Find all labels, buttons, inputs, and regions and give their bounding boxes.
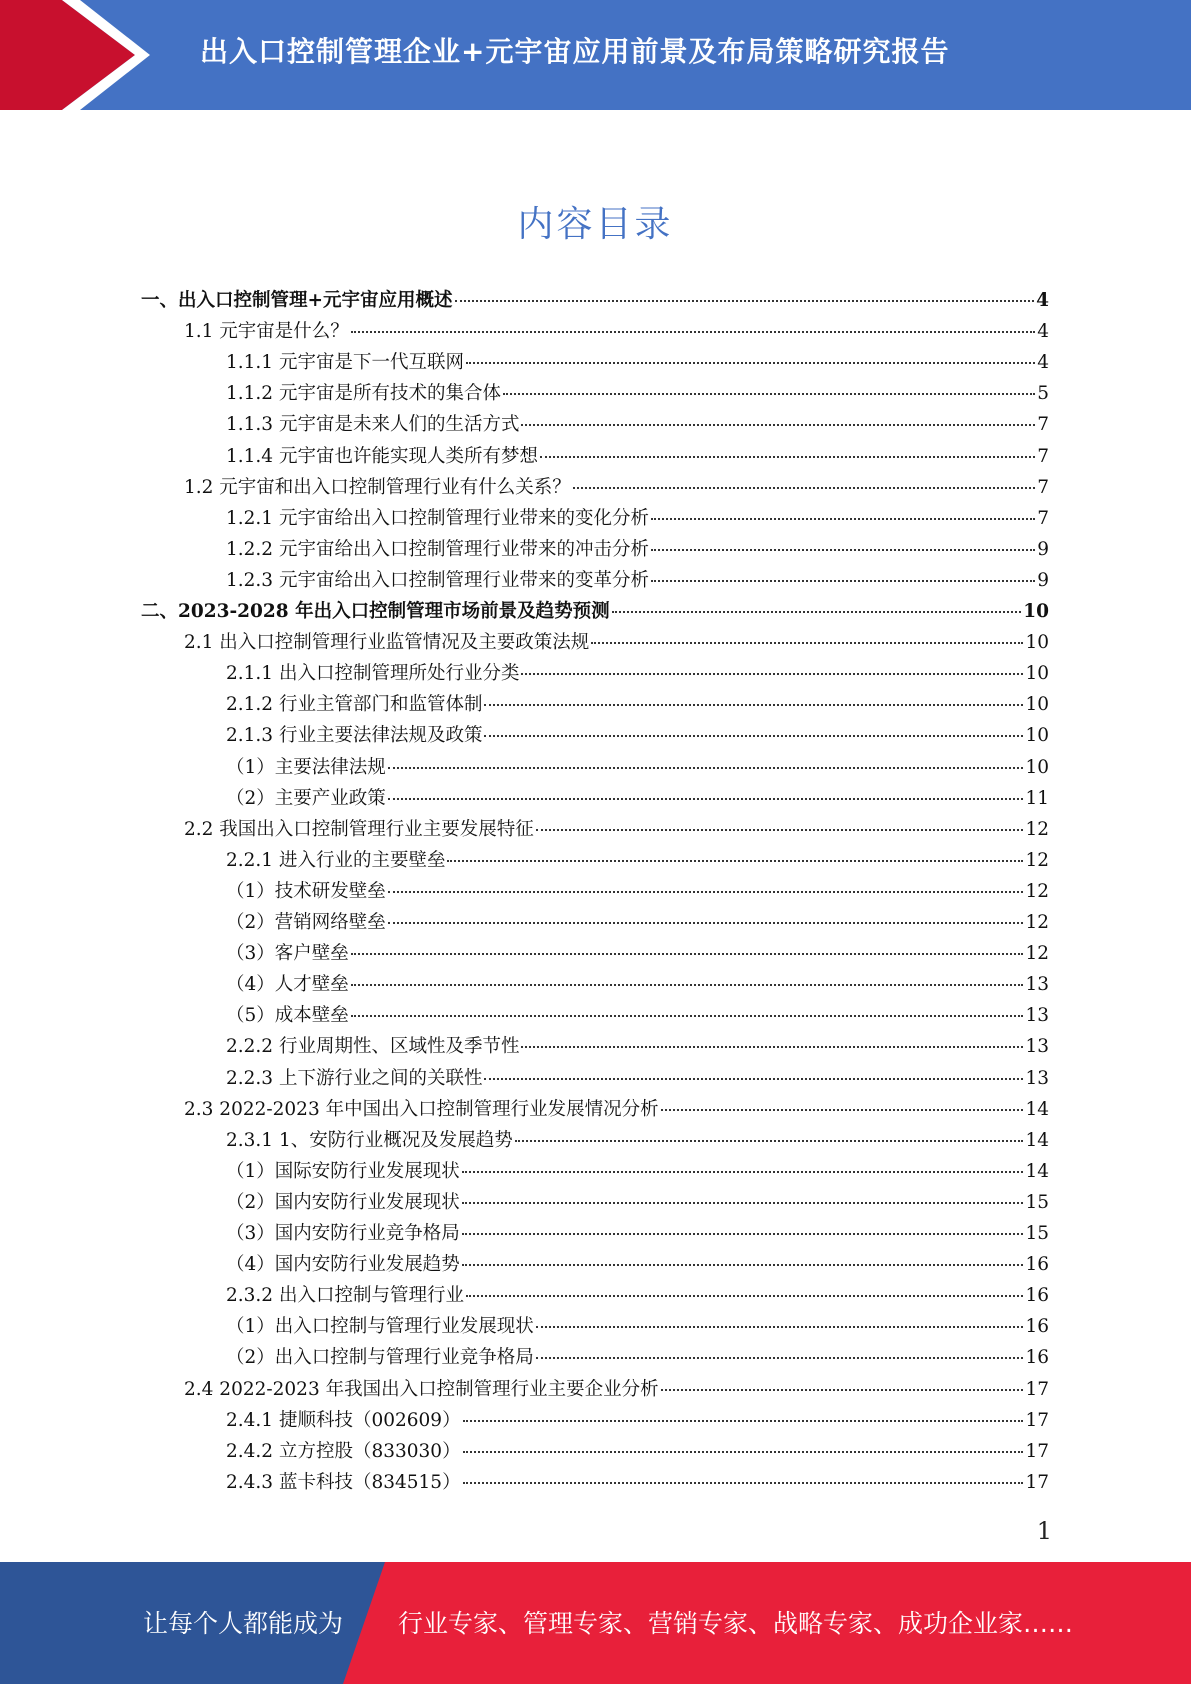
toc-entry-label: 2.2.2 行业周期性、区域性及季节性 [226,1036,520,1058]
toc-entry[interactable] [226,1125,1049,1156]
toc-entry-label: （1）技术研发壁垒 [226,880,386,902]
toc-entry-label: 2.4.1 捷顺科技（002609） [226,1409,461,1431]
toc-entry[interactable] [226,907,1049,938]
toc-entry-label: 二、2023-2028 年出入口控制管理市场前景及趋势预测 [141,601,610,622]
toc-entry[interactable] [226,1467,1049,1498]
toc-entry-page: 9 [1037,538,1049,560]
toc-dot-leader [351,331,1035,333]
toc-entry-label: 1.2 元宇宙和出入口控制管理行业有什么关系？ [184,476,571,498]
toc-entry[interactable] [141,285,1049,316]
toc-entry-label: （4）人才壁垒 [226,974,349,996]
footer-slogan-right: 行业专家、管理专家、营销专家、战略专家、成功企业家…… [398,1609,1074,1638]
toc-dot-leader [521,673,1023,675]
toc-entry-label: 1.1.3 元宇宙是未来人们的生活方式 [226,414,520,436]
toc-dot-leader [351,1015,1024,1017]
toc-entry-label: （2）出入口控制与管理行业竞争格局 [226,1347,534,1369]
toc-entry[interactable] [226,720,1049,751]
toc-entry-page: 7 [1037,507,1049,529]
toc-entry[interactable] [226,1436,1049,1467]
toc-entry-page: 10 [1025,632,1049,654]
toc-entry[interactable] [226,1280,1049,1311]
toc-entry-page: 17 [1025,1409,1049,1431]
toc-entry-page: 13 [1025,1067,1049,1089]
toc-dot-leader [503,393,1035,395]
toc-dot-leader [351,953,1024,955]
toc-entry[interactable] [226,1249,1049,1280]
toc-dot-leader [463,1482,1024,1484]
toc-entry[interactable] [226,1156,1049,1187]
toc-dot-leader [651,549,1035,551]
header-banner [0,0,1191,110]
toc-entry[interactable] [184,1374,1049,1405]
toc-entry-label: （2）国内安防行业发展现状 [226,1191,460,1213]
toc-entry[interactable] [226,347,1049,378]
toc-entry-page: 12 [1025,849,1049,871]
toc-dot-leader [521,424,1035,426]
toc-dot-leader [351,984,1024,986]
toc-dot-leader [447,860,1023,862]
toc-entry-page: 10 [1023,601,1049,622]
toc-entry[interactable] [226,565,1049,596]
toc-entry[interactable] [226,752,1049,783]
toc-dot-leader [536,1357,1024,1359]
toc-dot-leader [536,1326,1024,1328]
toc-entry-label: 2.2.1 进入行业的主要壁垒 [226,849,446,871]
toc-entry-label: 1.1.1 元宇宙是下一代互联网 [226,352,464,374]
toc-entry[interactable] [226,876,1049,907]
toc-entry[interactable] [226,658,1049,689]
toc-dot-leader [484,704,1023,706]
toc-dot-leader [466,1295,1023,1297]
toc-entry-page: 11 [1025,787,1049,809]
toc-entry-page: 14 [1025,1160,1049,1182]
toc-entry-page: 10 [1025,725,1049,747]
toc-entry-page: 4 [1037,352,1049,374]
toc-entry-label: （1）出入口控制与管理行业发展现状 [226,1316,534,1338]
toc-entry-label: 一、出入口控制管理+元宇宙应用概述 [141,290,453,311]
toc-entry[interactable] [226,689,1049,720]
toc-entry-page: 10 [1025,694,1049,716]
toc-entry[interactable] [226,503,1049,534]
toc-dot-leader [466,362,1035,364]
toc-entry-page: 10 [1025,756,1049,778]
toc-entry-label: 2.2.3 上下游行业之间的关联性 [226,1067,483,1089]
toc-entry-page: 15 [1025,1223,1049,1244]
toc-entry-page: 7 [1037,476,1049,498]
toc-entry-label: 2.2 我国出入口控制管理行业主要发展特征 [184,818,534,840]
toc-entry-label: 2.3.1 1、安防行业概况及发展趋势 [226,1129,513,1151]
toc-entry-page: 17 [1025,1378,1049,1400]
toc-dot-leader [521,1046,1023,1048]
toc-entry-page: 14 [1025,1129,1049,1151]
toc-entry[interactable] [226,378,1049,409]
toc-entry-label: 2.4 2022-2023 年我国出入口控制管理行业主要企业分析 [184,1378,659,1400]
toc-dot-leader [388,798,1024,800]
toc-entry[interactable] [226,534,1049,565]
toc-entry-page: 16 [1025,1254,1049,1276]
toc-entry-label: 2.1.1 出入口控制管理所处行业分类 [226,663,520,685]
toc-entry-page: 12 [1025,818,1049,840]
toc-dot-leader [462,1171,1024,1173]
toc-entry-page: 7 [1037,445,1049,467]
toc-entry-page: 14 [1025,1098,1049,1120]
report-title: 出入口控制管理企业+元宇宙应用前景及布局策略研究报告 [200,35,950,68]
toc-entry-label: 2.4.2 立方控股（833030） [226,1440,461,1462]
header-arrow-decoration [0,0,200,110]
toc-dot-leader [515,1140,1024,1142]
toc-dot-leader [661,1389,1024,1391]
toc-dot-leader [388,891,1024,893]
toc-entry-label: 2.1.2 行业主管部门和监管体制 [226,694,483,716]
toc-entry-page: 16 [1025,1347,1049,1369]
toc-entry-page: 13 [1025,1036,1049,1058]
toc-entry[interactable] [226,409,1049,440]
toc-entry-page: 13 [1025,974,1049,996]
toc-dot-leader [591,642,1023,644]
toc-entry[interactable] [226,441,1049,472]
toc-entry-page: 16 [1025,1285,1049,1307]
toc-entry-label: 2.3.2 出入口控制与管理行业 [226,1285,464,1307]
toc-entry[interactable] [184,814,1049,845]
toc-dot-leader [462,1233,1024,1235]
toc-entry-page: 7 [1037,414,1049,436]
toc-dot-leader [661,1109,1024,1111]
toc-entry-label: （3）国内安防行业竞争格局 [226,1223,460,1244]
toc-dot-leader [484,735,1023,737]
toc-entry-label: 2.3 2022-2023 年中国出入口控制管理行业发展情况分析 [184,1098,659,1120]
footer-banner [0,1562,1191,1684]
toc-entry[interactable] [184,472,1049,503]
toc-entry[interactable] [226,1218,1049,1249]
toc-entry-page: 4 [1037,321,1049,343]
toc-entry[interactable] [226,1342,1049,1373]
toc-dot-leader [651,518,1035,520]
toc-entry-label: （2）营销网络壁垒 [226,912,386,933]
toc-dot-leader [540,456,1035,458]
toc-entry-page: 16 [1025,1316,1049,1338]
toc-entry[interactable] [184,627,1049,658]
toc-entry-label: （1）国际安防行业发展现状 [226,1160,460,1182]
toc-dot-leader [612,611,1022,613]
toc-entry-page: 4 [1036,290,1049,311]
toc-entry[interactable] [226,845,1049,876]
toc-entry[interactable] [226,1187,1049,1218]
toc-entry-label: 1.1.2 元宇宙是所有技术的集合体 [226,383,501,405]
toc-entry[interactable] [226,1311,1049,1342]
toc-entry[interactable] [226,1000,1049,1031]
toc-dot-leader [388,767,1024,769]
toc-entry-label: 1.2.3 元宇宙给出入口控制管理行业带来的变革分析 [226,569,649,591]
toc-heading: 内容目录 [517,204,674,245]
toc-entry-page: 13 [1025,1005,1049,1027]
toc-entry[interactable] [226,1405,1049,1436]
toc-entry[interactable] [226,1063,1049,1094]
toc-entry[interactable] [184,316,1049,347]
toc-entry-label: 2.4.3 蓝卡科技（834515） [226,1471,461,1493]
toc-dot-leader [536,829,1024,831]
page-number: 1 [1036,1517,1052,1545]
toc-entry-label: 1.2.2 元宇宙给出入口控制管理行业带来的冲击分析 [226,538,649,560]
toc-dot-leader [484,1078,1023,1080]
toc-dot-leader [463,1451,1024,1453]
toc-entry-page: 9 [1037,569,1049,591]
toc-dot-leader [388,922,1024,924]
toc-entry[interactable] [226,938,1049,969]
toc-entry[interactable] [226,783,1049,814]
toc-entry-label: 1.2.1 元宇宙给出入口控制管理行业带来的变化分析 [226,507,649,529]
toc-entry-label: （3）客户壁垒 [226,943,349,965]
toc-entry-page: 17 [1025,1471,1049,1493]
toc-entry[interactable] [141,596,1049,627]
toc-dot-leader [462,1264,1024,1266]
toc-entry-label: 1.1 元宇宙是什么？ [184,321,349,343]
toc-dot-leader [455,300,1035,302]
toc-entry-label: 2.1.3 行业主要法律法规及政策 [226,725,483,747]
toc-entry-label: （2）主要产业政策 [226,787,386,809]
toc-dot-leader [462,1202,1024,1204]
toc-entry-page: 15 [1025,1191,1049,1213]
toc-entry-label: 1.1.4 元宇宙也许能实现人类所有梦想 [226,445,538,467]
toc-dot-leader [573,487,1035,489]
toc-entry[interactable] [226,969,1049,1000]
toc-entry-page: 17 [1025,1440,1049,1462]
toc-entry-label: （1）主要法律法规 [226,756,386,778]
toc-entry-page: 12 [1025,880,1049,902]
toc-dot-leader [651,580,1035,582]
toc-entry-page: 12 [1025,912,1049,933]
toc-entry-page: 10 [1025,663,1049,685]
toc-entry-label: （5）成本壁垒 [226,1005,349,1027]
footer-slogan-left: 让每个人都能成为 [143,1609,344,1638]
toc-entry-label: 2.1 出入口控制管理行业监管情况及主要政策法规 [184,632,590,654]
toc-dot-leader [463,1420,1024,1422]
toc-entry-page: 12 [1025,943,1049,965]
toc-entry[interactable] [226,1031,1049,1062]
toc-entry-page: 5 [1037,383,1049,405]
toc-entry[interactable] [184,1094,1049,1125]
toc-entry-label: （4）国内安防行业发展趋势 [226,1254,460,1276]
